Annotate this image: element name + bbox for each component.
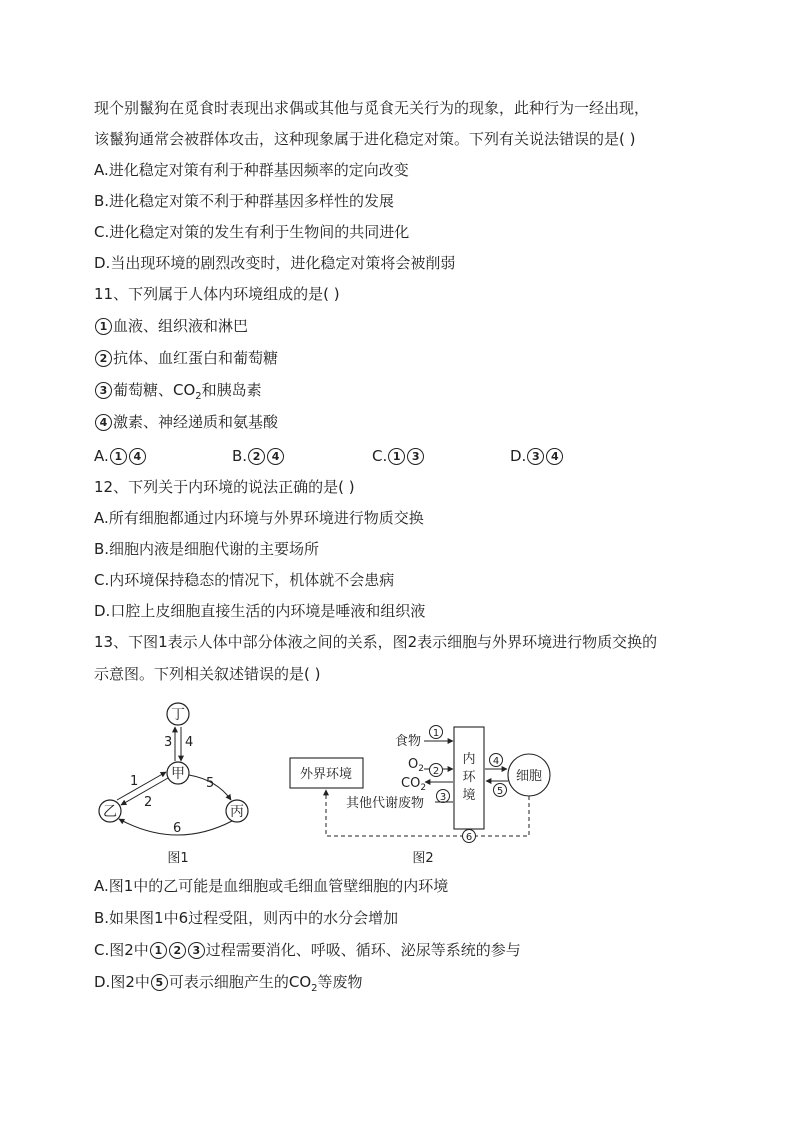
svg-text:丙: 丙: [230, 804, 244, 820]
svg-text:1: 1: [432, 728, 440, 739]
intro-line-1: 现个别鬣狗在觅食时表现出求偶或其他与觅食无关行为的现象，此种行为一经出现，: [94, 99, 650, 117]
circled-number: 2: [95, 350, 112, 367]
svg-text:3: 3: [439, 792, 447, 803]
circled-number: 3: [95, 382, 112, 399]
q11-item-3: 3 葡萄糖、$CO_2$和胰岛素: [94, 380, 262, 407]
node-yi: [99, 800, 121, 822]
svg-text:3: 3: [164, 735, 173, 750]
node-jia: [167, 762, 189, 784]
intro-option-d: D.当出现环境的剧烈改变时，进化稳定对策将会被削弱: [94, 254, 456, 272]
internal-environment-box: [454, 727, 484, 829]
q12-option-c: C.内环境保持稳态的情况下，机体就不会患病: [94, 571, 395, 589]
svg-text:甲: 甲: [171, 766, 185, 782]
svg-text:6: 6: [173, 821, 182, 836]
svg-text:环: 环: [462, 770, 476, 785]
q11-item-4: 4 激素、神经递质和氨基酸: [94, 412, 278, 432]
intro-option-a: A.进化稳定对策有利于种群基因频率的定向改变: [94, 161, 409, 179]
q13-stem-1: 13、下图1表示人体中部分体液之间的关系，图2表示细胞与外界环境进行物质交换的: [94, 633, 658, 651]
node-ding: [167, 703, 189, 725]
o2-label: $O_2$: [408, 757, 424, 774]
svg-text:5: 5: [496, 786, 504, 797]
arrow-1: [117, 772, 166, 800]
svg-text:6: 6: [465, 832, 473, 843]
svg-text:4: 4: [492, 756, 500, 767]
outside-environment-box: [290, 758, 363, 788]
intro-option-b: B.进化稳定对策不利于种群基因多样性的发展: [94, 192, 395, 210]
svg-text:4: 4: [185, 735, 194, 750]
svg-text:内: 内: [462, 752, 476, 767]
q11-item-1: 1 血液、组织液和淋巴: [94, 316, 248, 336]
co2-label: $CO_2$: [401, 776, 427, 793]
q11-choices: [94, 446, 714, 466]
q13-option-b: B.如果图1中6过程受阻，则丙中的水分会增加: [94, 909, 399, 927]
node-bing: [226, 800, 248, 822]
q12-option-b: B.细胞内液是细胞代谢的主要场所: [94, 540, 320, 558]
svg-text:1: 1: [130, 774, 139, 789]
q13-stem-2: 示意图。下列相关叙述错误的是( ): [94, 665, 321, 683]
figure-2-caption: 图2: [412, 851, 434, 866]
svg-text:2: 2: [432, 766, 440, 777]
q11-stem: 11、下列属于人体内环境组成的是( ): [94, 285, 340, 303]
q12-stem: 12、下列关于内环境的说法正确的是( ): [94, 478, 355, 496]
q11-choice-c: C. 1 3: [372, 446, 425, 466]
q13-option-a: A.图1中的乙可能是血细胞或毛细血管壁细胞的内环境: [94, 877, 449, 895]
figure-1-diagram: [92, 698, 262, 868]
intro-option-c: C.进化稳定对策的发生有利于生物间的共同进化: [94, 223, 410, 241]
q11-choice-b: B. 2 4: [232, 446, 285, 466]
waste-label: 其他代谢废物: [346, 796, 425, 811]
svg-text:境: 境: [462, 788, 476, 803]
q13-option-d: D.图2中 5 可表示细胞产生的$CO_2$等废物: [94, 973, 363, 994]
food-label: 食物: [395, 734, 422, 749]
figure-2-diagram: [283, 718, 563, 868]
svg-text:丁: 丁: [171, 707, 185, 723]
q11-item-2: 2 抗体、血红蛋白和葡萄糖: [94, 348, 278, 368]
intro-line-2: 该鬣狗通常会被群体攻击，这种现象属于进化稳定对策。下列有关说法错误的是( ): [94, 130, 636, 148]
q11-choice-d: D. 3 4: [510, 446, 564, 466]
svg-text:5: 5: [206, 776, 215, 791]
figure-1-caption: 图1: [167, 851, 189, 866]
svg-text:外界环境: 外界环境: [299, 767, 353, 782]
q12-option-d: D.口腔上皮细胞直接生活的内环境是唾液和组织液: [94, 602, 426, 620]
q12-option-a: A.所有细胞都通过内环境与外界环境进行物质交换: [94, 509, 424, 527]
cell-node: [508, 754, 550, 796]
q13-option-c: C.图2中 1 2 3 过程需要消化、呼吸、循环、泌尿等系统的参与: [94, 941, 521, 959]
svg-text:细胞: 细胞: [515, 769, 543, 784]
svg-text:乙: 乙: [103, 804, 117, 820]
q11-choice-a: A. 1 4: [94, 446, 147, 466]
svg-text:2: 2: [144, 795, 153, 810]
circled-number: 1: [95, 318, 112, 335]
circled-number: 4: [95, 414, 112, 431]
